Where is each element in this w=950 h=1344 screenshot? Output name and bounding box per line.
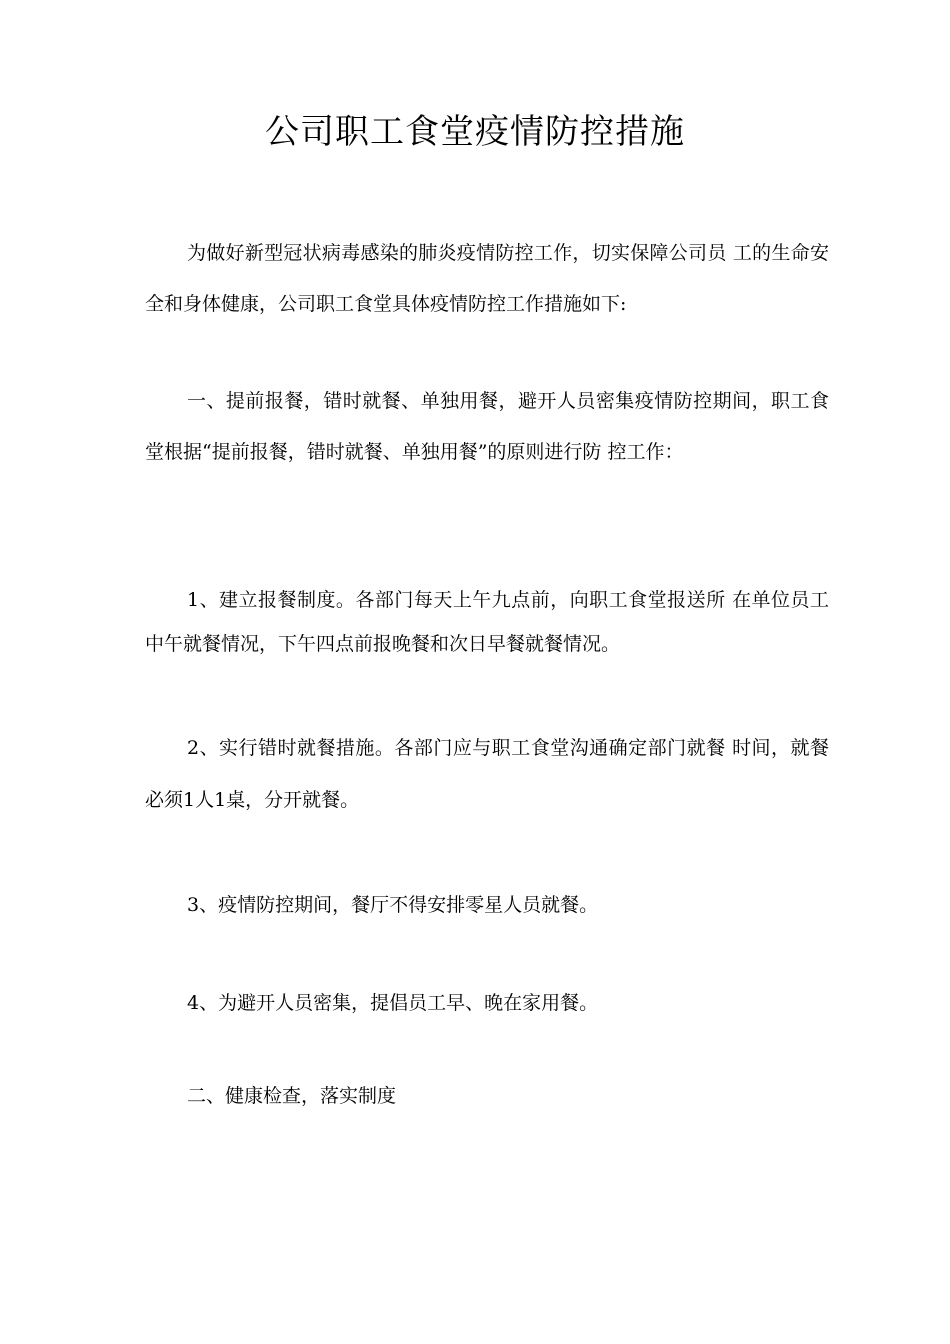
intro-paragraph: 为做好新型冠状病毒感染的肺炎疫情防控工作，切实保障公司员 工的生命安全和身体健康，公司职工食堂具体疫情防控工作措施如下: (145, 242, 829, 315)
section-1-heading-paragraph: 一、提前报餐，错时就餐、单独用餐，避开人员密集疫情防控期间，职工食堂根据“提前报餐，错时就餐、单独用餐”的原则进行防 控工作： (145, 390, 829, 463)
item-1-paragraph: 1、建立报餐制度。各部门每天上午九点前，向职工食堂报送所 在单位员工中午就餐情况，下午四点前报晚餐和次日早餐就餐情况。 (145, 589, 829, 655)
item-2-paragraph: 2、实行错时就餐措施。各部门应与职工食堂沟通确定部门就餐 时间，就餐必须1人1桌，分开就餐。 (145, 737, 829, 811)
document-title: 公司职工食堂疫情防控措施 (265, 112, 685, 152)
item-3-paragraph: 3、疫情防控期间，餐厅不得安排零星人员就餐。 (187, 894, 599, 916)
item-4-paragraph: 4、为避开人员密集，提倡员工早、晚在家用餐。 (187, 992, 599, 1014)
section-2-heading: 二、健康检查，落实制度 (187, 1085, 397, 1107)
